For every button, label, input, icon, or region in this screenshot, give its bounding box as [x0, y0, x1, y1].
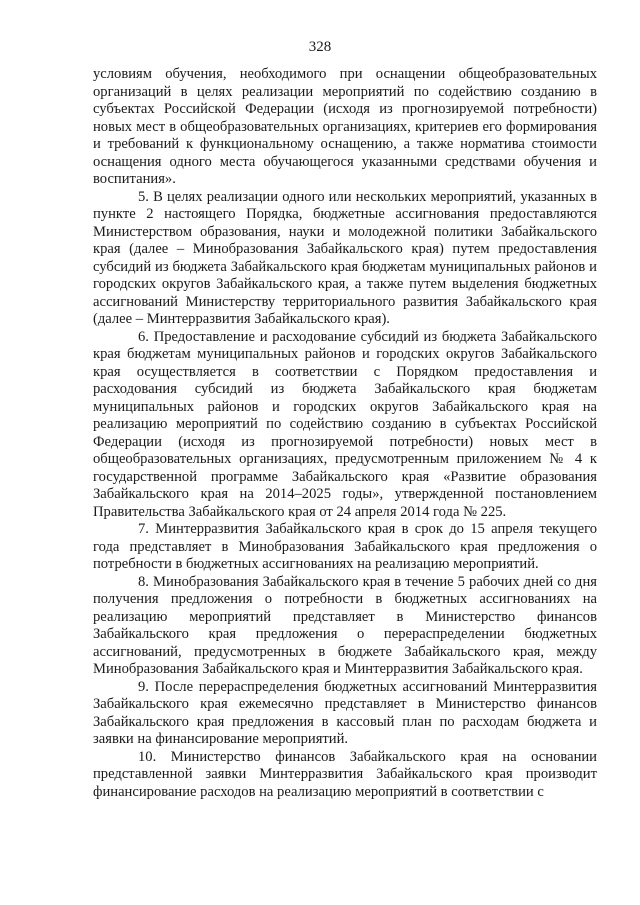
paragraph-continuation: условиям обучения, необходимого при оснащении общеобразовательных организаций в целях реализации мероприятий по содействию созданию в субъектах Российской Федерации (исходя из прогнозируемой потребности) новых мест в общеобразовательных организациях, критериев его формирования и требований к функциональному оснащению, а также норматива стоимости оснащения одного места обучающегося указанными средствами обучения и воспитания». — [93, 66, 597, 187]
paragraph-item-7: 7. Минтерразвития Забайкальского края в срок до 15 апреля текущего года представляет в Минобразования Забайкальского края предложения о потребности в бюджетных ассигнованиях на реализацию мероприятий. — [93, 521, 597, 572]
paragraph-item-5: 5. В целях реализации одного или нескольких мероприятий, указанных в пункте 2 настоящего Порядка, бюджетные ассигнования предоставляются Министерством образования, науки и молодежной политики Забайкальского края (далее – Минобразования Забайкальского края) путем предоставления субсидий из бюджета Забайкальского края бюджетам муниципальных районов и городских округов Забайкальского края, а также путем выделения бюджетных ассигнований Министерству территориального развития Забайкальского края (далее – Минтерразвития Забайкальского края). — [93, 188, 597, 327]
paragraph-item-9: 9. После перераспределения бюджетных ассигнований Минтерразвития Забайкальского края ежемесячно представляет в Министерство финансов Забайкальского края предложения в кассовый план по расходам бюджета и заявки на финансирование мероприятий. — [93, 678, 597, 747]
page-number: 328 — [308, 39, 332, 55]
document-body — [93, 66, 597, 801]
paragraph-item-10: 10. Министерство финансов Забайкальского края на основании представленной заявки Минтерразвития Забайкальского края производит финансирование расходов на реализацию мероприятий в соответствии с — [93, 748, 597, 800]
paragraph-item-8: 8. Минобразования Забайкальского края в течение 5 рабочих дней со дня получения предложения о потребности в бюджетных ассигнованиях на реализацию мероприятий представляет в Министерство финансов Забайкальского края предложения о перераспределении бюджетных ассигнований, предусмотренных в бюджете Забайкальского края, между Минобразования Забайкальского края и Минтерразвития Забайкальского края. — [93, 573, 597, 677]
paragraph-item-6: 6. Предоставление и расходование субсидий из бюджета Забайкальского края бюджетам муниципальных районов и городских округов Забайкальского края осуществляется в соответствии с Порядком предоставления и расходования субсидий из бюджета Забайкальского края бюджетам муниципальных районов и городских округов Забайкальского края на реализацию мероприятий по содействию созданию в субъектах Российской Федерации (исходя из прогнозируемой потребности) новых мест в общеобразовательных организациях, предусмотренным приложением № 4 к государственной программе Забайкальского края «Развитие образования Забайкальского края на 2014–2025 годы», утвержденной постановлением Правительства Забайкальского края от 24 апреля 2014 года № 225. — [93, 328, 597, 520]
